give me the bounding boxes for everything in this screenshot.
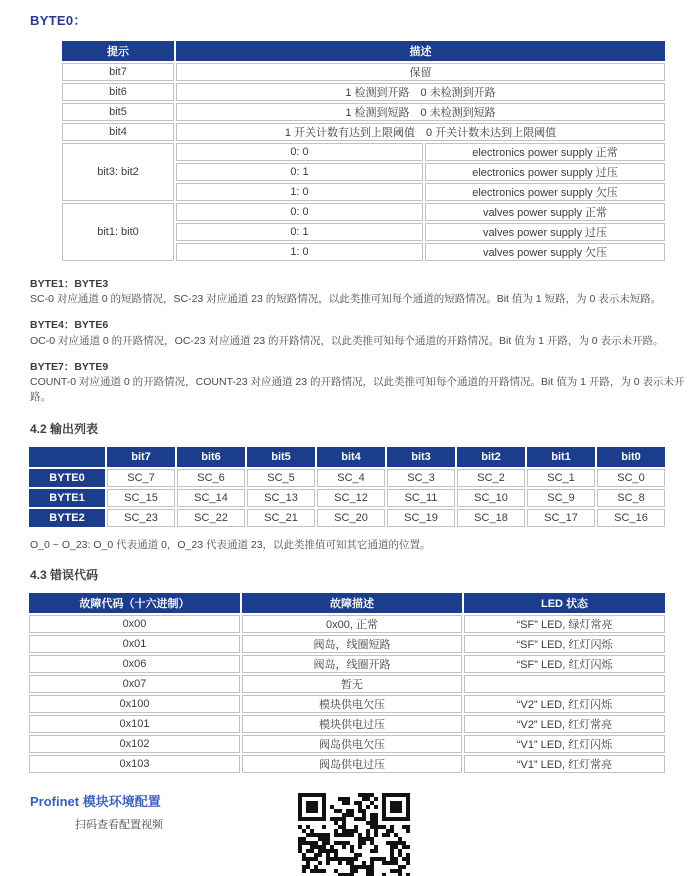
bit-cell: SC_15 [107, 489, 175, 507]
bit-cell: SC_22 [177, 509, 245, 527]
table-row [29, 489, 665, 507]
led-cell [464, 675, 665, 693]
column-header-code: 故障代码（十六进制） [29, 593, 240, 613]
qr-caption: 扫码查看配置视频 [75, 818, 163, 831]
table-header-row [29, 447, 665, 467]
led-cell: “V1” LED, 红灯常亮 [464, 755, 665, 773]
bit-cell: SC_12 [317, 489, 385, 507]
column-header: bit2 [457, 447, 525, 467]
note-text: COUNT-0 对应通道 0 的开路情况，COUNT-23 对应通道 23 的开路情况，以此类推可知每个通道的开路情况。Bit 值为 1 开路，为 0 表示未开路。 [30, 376, 685, 404]
byte0-section-title: BYTE0： [30, 13, 87, 28]
desc-cell: 暂无 [242, 675, 462, 693]
bit-cell: SC_23 [107, 509, 175, 527]
profinet-config-link[interactable]: Profinet 模块环境配置 [30, 793, 161, 809]
value-cell: 0: 0 [176, 143, 423, 161]
desc-cell: valves power supply 欠压 [425, 243, 665, 261]
code-cell: 0x101 [29, 715, 240, 733]
led-cell: “SF” LED, 红灯闪烁 [464, 635, 665, 653]
tip-cell: bit4 [62, 123, 174, 141]
led-cell: “SF” LED, 绿灯常亮 [464, 615, 665, 633]
note-text: SC-0 对应通道 0 的短路情况，SC-23 对应通道 23 的短路情况，以此类推可知每个通道的短路情况。Bit 值为 1 短路，为 0 表示未短路。 [30, 293, 662, 306]
code-cell: 0x01 [29, 635, 240, 653]
tip-cell: bit3: bit2 [62, 143, 174, 201]
note-text: OC-0 对应通道 0 的开路情况，OC-23 对应通道 23 的开路情况，以此类推可知每个通道的开路情况。Bit 值为 1 开路，为 0 表示未开路。 [30, 334, 664, 347]
code-cell: 0x100 [29, 695, 240, 713]
code-cell: 0x07 [29, 675, 240, 693]
desc-cell: electronics power supply 欠压 [425, 183, 665, 201]
column-header: bit7 [107, 447, 175, 467]
led-cell: “V2” LED, 红灯常亮 [464, 715, 665, 733]
desc-cell: 1 开关计数有达到上限阈值 0 开关计数未达到上限阈值 [176, 123, 665, 141]
bit-cell: SC_17 [527, 509, 595, 527]
bit-cell: SC_0 [597, 469, 665, 487]
code-cell: 0x102 [29, 735, 240, 753]
table-row [29, 675, 665, 693]
desc-cell: 阀岛，线圈短路 [242, 635, 462, 653]
corner-header [29, 447, 105, 467]
output-table-caption: O_0 ~ O_23: O_0 代表通道 0，O_23 代表通道 23，以此类推值可知其它通道的位置。 [30, 538, 431, 551]
note-title: BYTE7：BYTE9 [30, 360, 109, 373]
table-row [62, 103, 665, 121]
bit-cell: SC_5 [247, 469, 315, 487]
qr-code-image [298, 793, 410, 876]
desc-cell: 阀岛，线圈开路 [242, 655, 462, 673]
tip-cell: bit6 [62, 83, 174, 101]
value-cell: 0: 1 [176, 163, 423, 181]
error-code-table [27, 591, 667, 775]
desc-cell: valves power supply 正常 [425, 203, 665, 221]
table-row [29, 735, 665, 753]
value-cell: 0: 0 [176, 203, 423, 221]
table-row [29, 509, 665, 527]
byte0-table [60, 39, 667, 263]
table-row [29, 715, 665, 733]
led-cell: “V2” LED, 红灯闪烁 [464, 695, 665, 713]
column-header-tip: 提示 [62, 41, 174, 61]
desc-cell: 保留 [176, 63, 665, 81]
desc-cell: 阀岛供电欠压 [242, 735, 462, 753]
code-cell: 0x103 [29, 755, 240, 773]
desc-cell: 阀岛供电过压 [242, 755, 462, 773]
desc-cell: electronics power supply 过压 [425, 163, 665, 181]
table-row [62, 63, 665, 81]
row-header: BYTE1 [29, 489, 105, 507]
led-cell: “V1” LED, 红灯闪烁 [464, 735, 665, 753]
desc-cell: 0x00, 正常 [242, 615, 462, 633]
led-cell: “SF” LED, 红灯闪烁 [464, 655, 665, 673]
table-row [62, 143, 665, 161]
bit-cell: SC_2 [457, 469, 525, 487]
desc-cell: 1 检测到开路 0 未检测到开路 [176, 83, 665, 101]
table-header-row [29, 593, 665, 613]
column-header: bit0 [597, 447, 665, 467]
code-cell: 0x00 [29, 615, 240, 633]
bit-cell: SC_4 [317, 469, 385, 487]
desc-cell: 模块供电过压 [242, 715, 462, 733]
column-header: bit6 [177, 447, 245, 467]
code-cell: 0x06 [29, 655, 240, 673]
bit-cell: SC_20 [317, 509, 385, 527]
bit-cell: SC_18 [457, 509, 525, 527]
byte-notes [30, 277, 693, 406]
note-block [30, 277, 693, 307]
column-header-led: LED 状态 [464, 593, 665, 613]
note-block [30, 360, 693, 406]
desc-cell: electronics power supply 正常 [425, 143, 665, 161]
table-row [29, 635, 665, 653]
table-row [29, 655, 665, 673]
output-table [27, 445, 667, 529]
tip-cell: bit1: bit0 [62, 203, 174, 261]
tip-cell: bit7 [62, 63, 174, 81]
bit-cell: SC_11 [387, 489, 455, 507]
table-header-row [62, 41, 665, 61]
table-row [29, 755, 665, 773]
bit-cell: SC_3 [387, 469, 455, 487]
row-header: BYTE0 [29, 469, 105, 487]
bit-cell: SC_19 [387, 509, 455, 527]
row-header: BYTE2 [29, 509, 105, 527]
column-header-desc: 描述 [176, 41, 665, 61]
value-cell: 0: 1 [176, 223, 423, 241]
bit-cell: SC_8 [597, 489, 665, 507]
column-header: bit5 [247, 447, 315, 467]
note-block [30, 318, 693, 348]
value-cell: 1: 0 [176, 243, 423, 261]
bit-cell: SC_7 [107, 469, 175, 487]
tip-cell: bit5 [62, 103, 174, 121]
error-section-title: 4.3 错误代码 [30, 567, 99, 582]
table-row [29, 615, 665, 633]
bit-cell: SC_6 [177, 469, 245, 487]
note-title: BYTE4：BYTE6 [30, 319, 109, 332]
column-header: bit3 [387, 447, 455, 467]
bit-cell: SC_1 [527, 469, 595, 487]
value-cell: 1: 0 [176, 183, 423, 201]
bit-cell: SC_13 [247, 489, 315, 507]
table-row [62, 123, 665, 141]
table-row [29, 469, 665, 487]
note-title: BYTE1：BYTE3 [30, 278, 109, 290]
output-section-title: 4.2 输出列表 [30, 421, 99, 436]
column-header: bit1 [527, 447, 595, 467]
desc-cell: valves power supply 过压 [425, 223, 665, 241]
bit-cell: SC_21 [247, 509, 315, 527]
table-row [62, 203, 665, 221]
desc-cell: 1 检测到短路 0 未检测到短路 [176, 103, 665, 121]
bit-cell: SC_10 [457, 489, 525, 507]
column-header-desc: 故障描述 [242, 593, 462, 613]
column-header: bit4 [317, 447, 385, 467]
table-row [29, 695, 665, 713]
footer [0, 791, 693, 876]
bit-cell: SC_16 [597, 509, 665, 527]
desc-cell: 模块供电欠压 [242, 695, 462, 713]
table-row [62, 83, 665, 101]
bit-cell: SC_9 [527, 489, 595, 507]
bit-cell: SC_14 [177, 489, 245, 507]
